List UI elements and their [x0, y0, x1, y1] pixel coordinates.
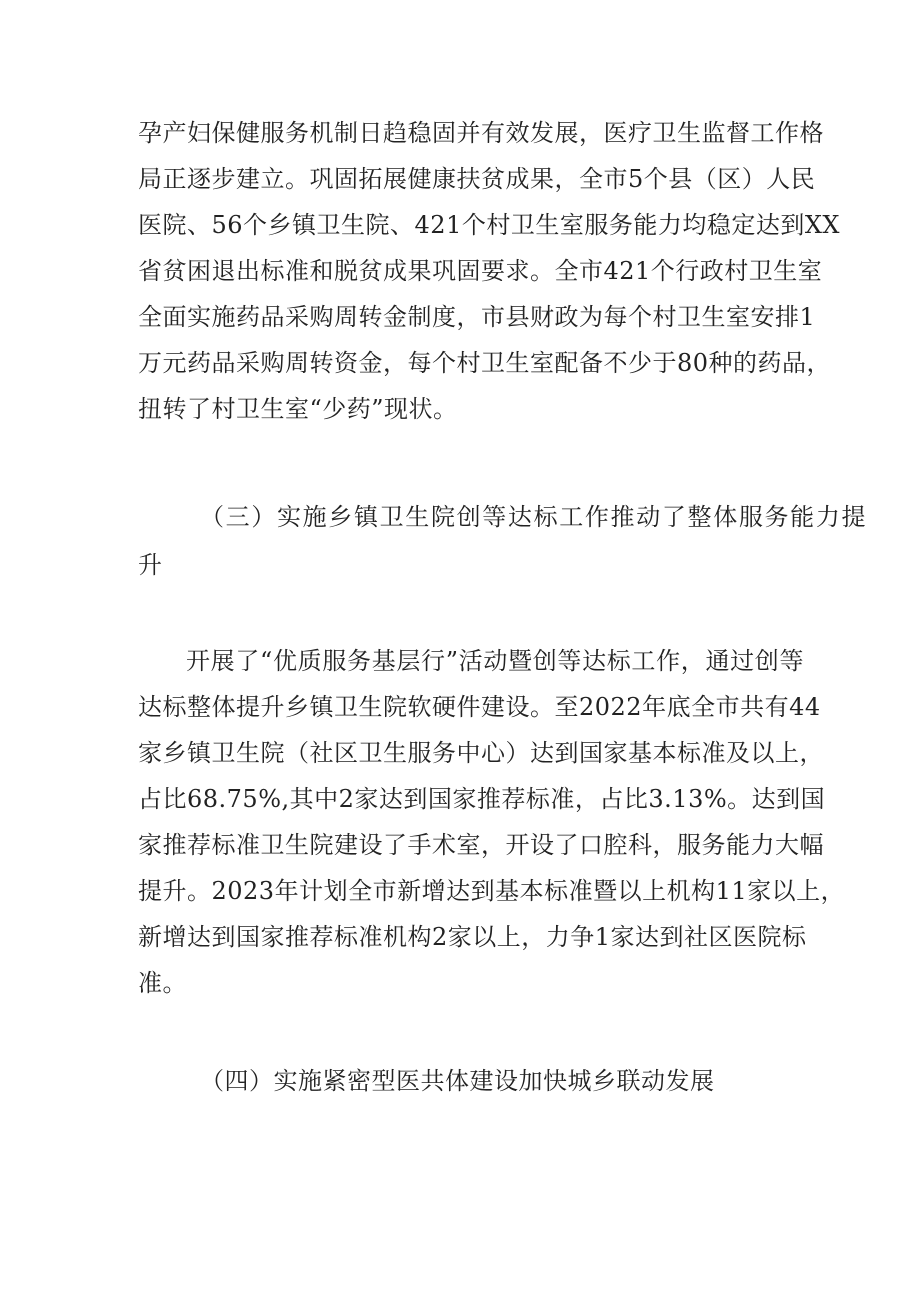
paragraph-1-line-7: 扭转了村卫生室“少药”现状。 [138, 395, 458, 423]
paragraph-2-line-3: 家乡镇卫生院（社区卫生服务中心）达到国家基本标准及以上， [138, 739, 824, 767]
paragraph-1-line-3: 医院、56个乡镇卫生院、421个村卫生室服务能力均稳定达到XX [138, 211, 841, 239]
section-heading-4: （四）实施紧密型医共体建设加快城乡联动发展 [200, 1067, 715, 1095]
paragraph-1-line-4: 省贫困退出标准和脱贫成果巩固要求。全市421个行政村卫生室 [138, 257, 823, 285]
paragraph-1-line-6: 万元药品采购周转资金，每个村卫生室配备不少于80种的药品， [138, 349, 832, 377]
paragraph-2-line-5: 家推荐标准卫生院建设了手术室，开设了口腔科，服务能力大幅 [138, 831, 824, 859]
paragraph-2-line-4: 占比68.75%,其中2家达到国家推荐标准，占比3.13%。达到国 [138, 785, 826, 813]
paragraph-2-line-2: 达标整体提升乡镇卫生院软硬件建设。至2022年底全市共有44 [138, 693, 821, 721]
paragraph-2-line-1: 开展了“优质服务基层行”活动暨创等达标工作，通过创等 [186, 647, 804, 675]
paragraph-1-line-2: 局正逐步建立。巩固拓展健康扶贫成果，全市5个县（区）人民 [138, 165, 816, 193]
section-heading-3-line-2: 升 [138, 551, 163, 579]
section-heading-3-line-1: （三）实施乡镇卫生院创等达标工作推动了整体服务能力提 [200, 503, 866, 531]
paragraph-2-line-7: 新增达到国家推荐标准机构2家以上，力争1家达到社区医院标 [138, 923, 807, 951]
paragraph-2-line-8: 准。 [138, 969, 187, 997]
paragraph-1-line-1: 孕产妇保健服务机制日趋稳固并有效发展，医疗卫生监督工作格 [138, 119, 824, 147]
paragraph-2-line-6: 提升。2023年计划全市新增达到基本标准暨以上机构11家以上， [138, 877, 846, 905]
paragraph-1-line-5: 全面实施药品采购周转金制度，市县财政为每个村卫生室安排1 [138, 303, 816, 331]
